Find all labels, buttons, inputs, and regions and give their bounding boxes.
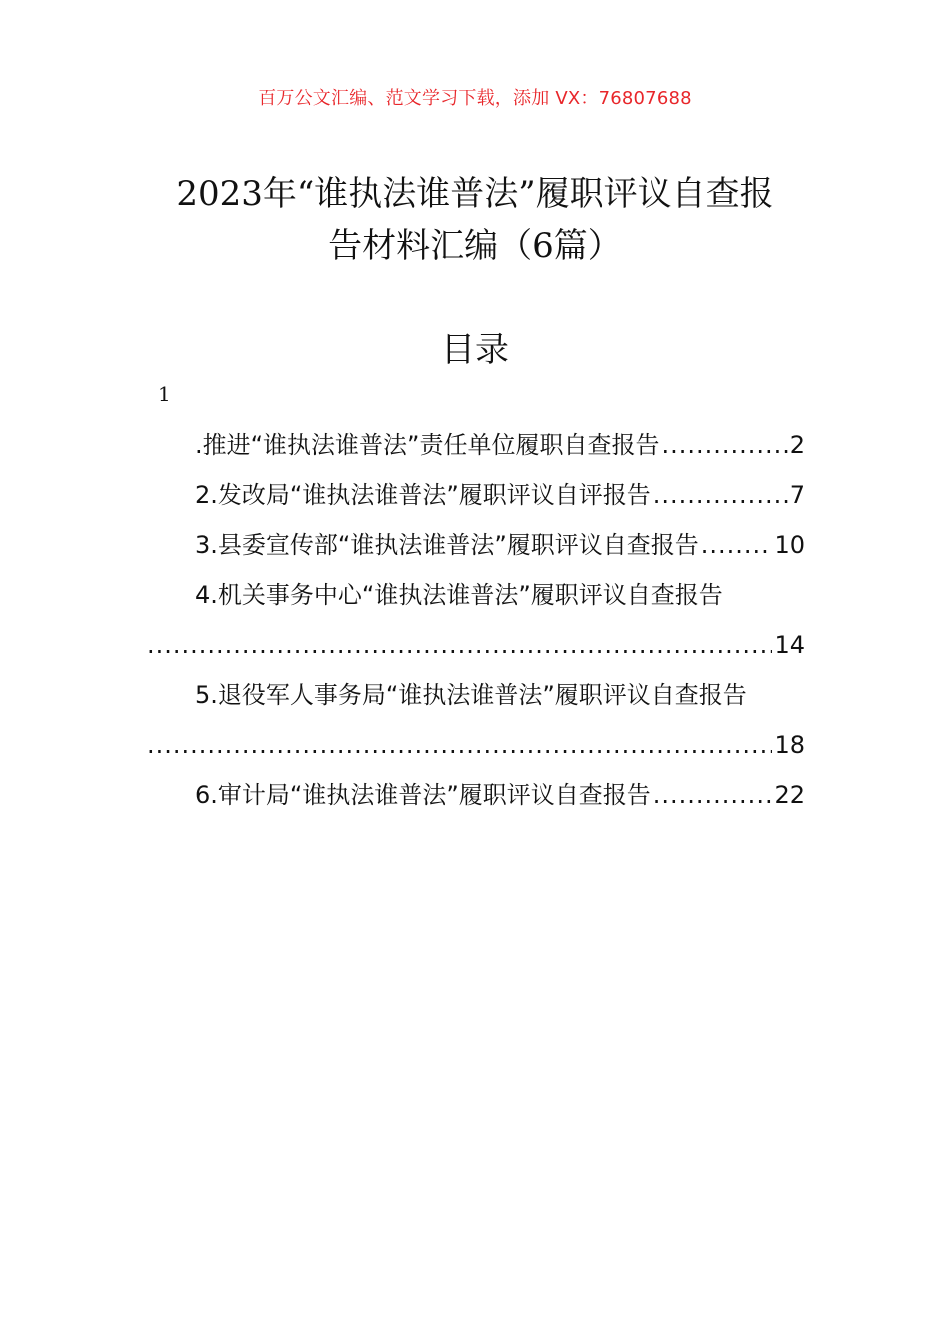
toc-entry-6[interactable] xyxy=(145,770,805,820)
toc-entry-page: 2 xyxy=(789,431,805,459)
toc-entry-3[interactable] xyxy=(145,520,805,570)
toc-entry-page: 22 xyxy=(774,781,805,809)
toc-entry-page: 14 xyxy=(774,631,805,659)
toc-entry-1[interactable] xyxy=(145,420,805,470)
toc-entry-text: 3.县委宣传部“谁执法谁普法”履职评议自查报告 xyxy=(195,531,699,559)
toc-dot-leader xyxy=(662,420,788,470)
toc-entry-4-line-1[interactable] xyxy=(145,570,805,620)
toc-entry-page: 10 xyxy=(774,531,805,559)
toc-entry-page: 7 xyxy=(789,481,805,509)
toc-entry-4-line-2[interactable] xyxy=(145,620,805,670)
table-of-contents xyxy=(145,420,805,820)
document-title-line-1: 2023年“谁执法谁普法”履职评议自查报 xyxy=(176,174,774,214)
toc-entry-5-line-2[interactable] xyxy=(145,720,805,770)
toc-dot-leader xyxy=(701,520,773,570)
toc-dot-leader xyxy=(653,770,773,820)
toc-heading: 目录 xyxy=(441,330,509,370)
toc-entry-text: 4.机关事务中心“谁执法谁普法”履职评议自查报告 xyxy=(195,581,723,609)
stray-number: 1 xyxy=(158,382,171,406)
document-title-line-2: 告材料汇编（6篇） xyxy=(328,226,622,266)
toc-dot-leader xyxy=(653,470,788,520)
toc-entry-text: 5.退役军人事务局“谁执法谁普法”履职评议自查报告 xyxy=(195,681,747,709)
toc-dot-leader xyxy=(147,720,772,770)
toc-entry-text: 6.审计局“谁执法谁普法”履职评议自查报告 xyxy=(195,781,651,809)
toc-dot-leader xyxy=(147,620,772,670)
toc-entry-text: .推进“谁执法谁普法”责任单位履职自查报告 xyxy=(195,431,660,459)
toc-entry-page: 18 xyxy=(774,731,805,759)
header-watermark-note: 百万公文汇编、范文学习下载，添加 VX：76807688 xyxy=(258,88,692,109)
toc-entry-5-line-1[interactable] xyxy=(145,670,805,720)
document-title xyxy=(130,168,820,272)
toc-entry-2[interactable] xyxy=(145,470,805,520)
toc-entry-text: 2.发改局“谁执法谁普法”履职评议自评报告 xyxy=(195,481,651,509)
